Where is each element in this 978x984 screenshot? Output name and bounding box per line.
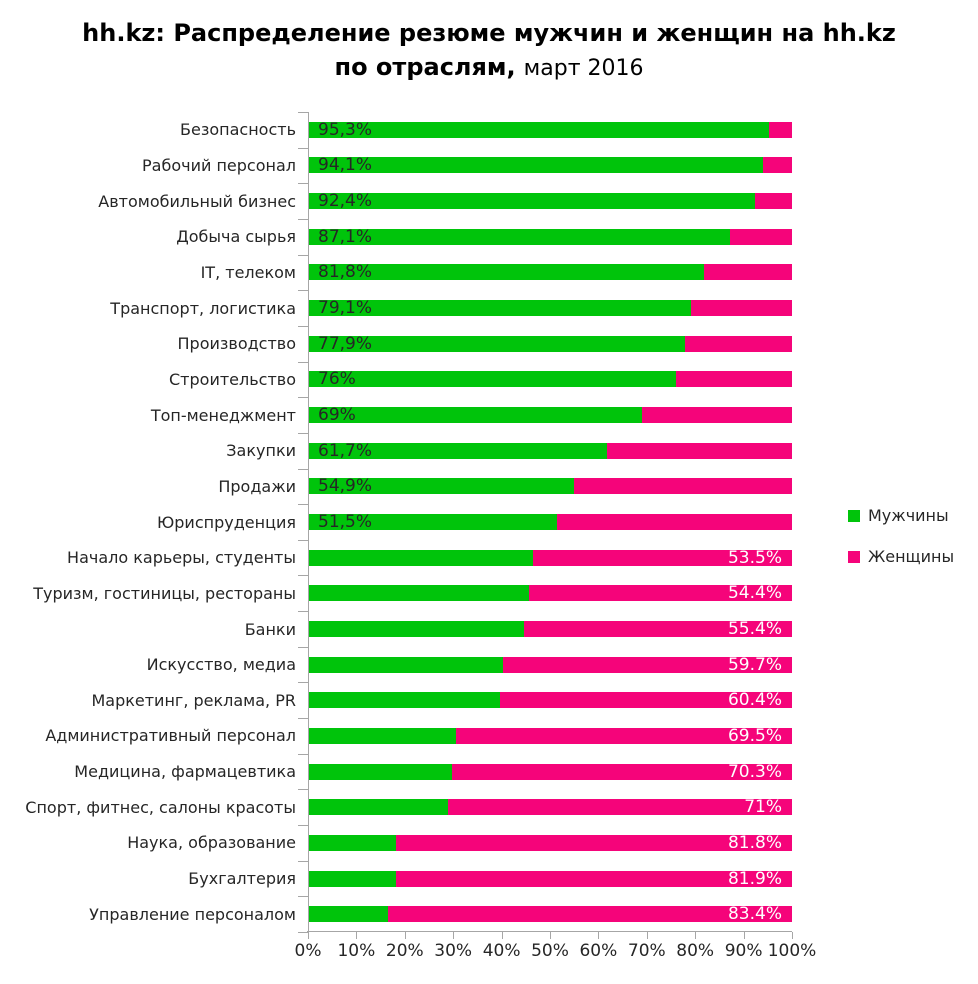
bar-row xyxy=(308,647,792,683)
bar-value-label: 77,9% xyxy=(318,333,373,354)
bar-value-label: 81.8% xyxy=(727,832,782,853)
category-axis-tick xyxy=(298,540,308,541)
bar-row xyxy=(308,326,792,362)
category-label: Топ-менеджмент xyxy=(150,405,296,425)
bar-value-label: 55.4% xyxy=(727,619,782,640)
x-tick-label: 40% xyxy=(482,941,521,961)
category-axis-tick xyxy=(298,504,308,505)
bar-row xyxy=(308,683,792,719)
category-axis-tick xyxy=(298,326,308,327)
x-axis-tick xyxy=(598,932,599,939)
bar-row xyxy=(308,148,792,184)
chart-title-line2 xyxy=(0,50,978,86)
bar-row xyxy=(308,219,792,255)
category-axis-tick xyxy=(298,718,308,719)
category-axis-tick xyxy=(298,932,308,933)
x-axis-tick xyxy=(356,932,357,939)
men-bar-segment xyxy=(308,657,503,673)
women-bar-segment xyxy=(676,371,792,387)
stacked-bar xyxy=(308,761,792,782)
men-bar-segment xyxy=(308,692,500,708)
category-axis-tick xyxy=(298,397,308,398)
stacked-bar xyxy=(308,155,792,176)
x-tick-label: 80% xyxy=(676,941,715,961)
category-label: Производство xyxy=(177,334,296,354)
category-axis-tick xyxy=(298,112,308,113)
stacked-bar xyxy=(308,476,792,497)
stacked-bar xyxy=(308,119,792,140)
bar-row xyxy=(308,754,792,790)
category-axis-tick xyxy=(298,896,308,897)
category-labels-column xyxy=(0,112,296,932)
x-tick-label: 30% xyxy=(434,941,473,961)
bar-row xyxy=(308,896,792,932)
x-tick-label: 60% xyxy=(579,941,618,961)
bar-value-label: 53.5% xyxy=(727,547,782,568)
women-bar-segment xyxy=(730,229,792,245)
category-label: Продажи xyxy=(218,476,296,496)
x-tick-label: 100% xyxy=(767,941,817,961)
category-axis-tick xyxy=(298,255,308,256)
stacked-bar xyxy=(308,619,792,640)
bar-row xyxy=(308,576,792,612)
category-axis-tick xyxy=(298,682,308,683)
stacked-bar xyxy=(308,226,792,247)
bar-row xyxy=(308,433,792,469)
bar-value-label: 81,8% xyxy=(318,262,373,283)
bar-row xyxy=(308,504,792,540)
category-label: Маркетинг, реклама, PR xyxy=(91,690,296,710)
bar-value-label: 92,4% xyxy=(318,191,373,212)
category-label: Закупки xyxy=(226,441,296,461)
bar-row xyxy=(308,718,792,754)
stacked-bar xyxy=(308,797,792,818)
bar-row xyxy=(308,397,792,433)
x-tick-label: 50% xyxy=(531,941,569,961)
bar-row xyxy=(308,290,792,326)
women-bar-segment xyxy=(755,193,792,209)
bar-value-label: 69.5% xyxy=(727,725,782,746)
stacked-bar xyxy=(308,440,792,461)
category-label: Добыча сырья xyxy=(176,227,296,247)
bar-row xyxy=(308,362,792,398)
category-label: Искусство, медиа xyxy=(146,655,296,675)
men-bar-segment xyxy=(308,728,456,744)
category-label: Автомобильный бизнес xyxy=(98,191,296,211)
bar-row xyxy=(308,861,792,897)
category-label: IT, телеком xyxy=(200,262,296,282)
stacked-bar xyxy=(308,262,792,283)
men-bar-segment xyxy=(308,405,642,426)
women-legend-swatch-icon xyxy=(848,551,860,563)
bar-value-label: 95,3% xyxy=(318,119,373,140)
men-bar-segment xyxy=(308,550,533,566)
bar-value-label: 70.3% xyxy=(727,761,782,782)
women-bar-segment xyxy=(574,478,792,494)
category-label: Строительство xyxy=(169,369,296,389)
women-bar-segment xyxy=(685,336,792,352)
bar-value-label: 60.4% xyxy=(727,690,782,711)
category-axis-tick xyxy=(298,789,308,790)
category-axis-tick xyxy=(298,469,308,470)
bar-row xyxy=(308,611,792,647)
category-axis-tick xyxy=(298,825,308,826)
bar-value-label: 81.9% xyxy=(727,868,782,889)
women-bar-segment xyxy=(704,264,792,280)
x-axis-labels xyxy=(294,941,817,967)
legend-label-men: Мужчины xyxy=(868,506,949,525)
men-bar-segment xyxy=(308,369,676,390)
stacked-bar xyxy=(308,868,792,889)
category-label: Наука, образование xyxy=(127,833,296,853)
men-bar-segment xyxy=(308,585,529,601)
bar-row xyxy=(308,183,792,219)
chart-title-line2-date: март 2016 xyxy=(523,56,644,81)
x-tick-label: 10% xyxy=(337,941,376,961)
x-tick-label: 90% xyxy=(724,941,763,961)
bar-value-label: 94,1% xyxy=(318,155,373,176)
category-axis-tick xyxy=(298,148,308,149)
category-axis-tick xyxy=(298,183,308,184)
stacked-bar xyxy=(308,583,792,604)
bar-row xyxy=(308,255,792,291)
category-axis-tick xyxy=(298,575,308,576)
legend xyxy=(848,506,954,566)
men-bar-segment xyxy=(308,799,448,815)
stacked-bar xyxy=(308,512,792,533)
stacked-bar xyxy=(308,690,792,711)
x-axis-tick xyxy=(502,932,503,939)
category-axis-tick xyxy=(298,433,308,434)
category-label: Управление персоналом xyxy=(89,904,296,924)
category-label: Юриспруденция xyxy=(157,512,296,532)
category-axis-tick xyxy=(298,861,308,862)
men-bar-segment xyxy=(308,191,755,212)
men-bar-segment xyxy=(308,621,524,637)
women-bar-segment xyxy=(642,407,792,423)
bar-row xyxy=(308,112,792,148)
stacked-bar xyxy=(308,369,792,390)
women-bar-segment xyxy=(448,797,792,818)
bar-value-label: 69% xyxy=(318,405,356,426)
bar-value-label: 51,5% xyxy=(318,512,373,533)
y-axis-line xyxy=(308,112,309,932)
stacked-bar xyxy=(308,725,792,746)
stacked-bar xyxy=(308,191,792,212)
stacked-bar xyxy=(308,405,792,426)
men-bar-segment xyxy=(308,764,452,780)
x-tick-label: 20% xyxy=(385,941,424,961)
category-label: Банки xyxy=(244,619,296,639)
men-bar-segment xyxy=(308,871,396,887)
bar-value-label: 71% xyxy=(744,797,782,818)
x-tick-label: 70% xyxy=(627,941,666,961)
category-label: Транспорт, логистика xyxy=(110,298,296,318)
x-axis-tick xyxy=(453,932,454,939)
x-axis-tick xyxy=(792,932,793,939)
category-axis-tick xyxy=(298,290,308,291)
bar-value-label: 61,7% xyxy=(318,440,373,461)
category-label: Медицина, фармацевтика xyxy=(74,762,296,782)
chart-title-line1: hh.kz: Распределение резюме мужчин и женщин на hh.kz xyxy=(82,19,896,47)
category-axis-tick xyxy=(298,647,308,648)
stacked-bar xyxy=(308,333,792,354)
men-bar-segment xyxy=(308,155,763,176)
stacked-bar xyxy=(308,654,792,675)
category-axis-tick xyxy=(298,754,308,755)
bar-value-label: 54.4% xyxy=(727,583,782,604)
women-bar-segment xyxy=(607,443,792,459)
bar-value-label: 54,9% xyxy=(318,476,373,497)
legend-item-men xyxy=(848,506,954,525)
men-bar-segment xyxy=(308,835,396,851)
x-axis-tick xyxy=(744,932,745,939)
legend-item-women xyxy=(848,547,954,566)
chart-title-line2-bold: по отраслям, xyxy=(334,53,516,81)
bar-row xyxy=(308,469,792,505)
category-axis-tick xyxy=(298,611,308,612)
x-axis-tick xyxy=(405,932,406,939)
category-label: Бухгалтерия xyxy=(188,869,296,889)
category-label: Начало карьеры, студенты xyxy=(67,548,296,568)
bar-row xyxy=(308,825,792,861)
women-bar-segment xyxy=(769,122,792,138)
category-label: Рабочий персонал xyxy=(142,155,296,175)
bar-row xyxy=(308,540,792,576)
bar-value-label: 87,1% xyxy=(318,226,373,247)
bar-row xyxy=(308,789,792,825)
category-label: Спорт, фитнес, салоны красоты xyxy=(25,797,296,817)
women-bar-segment xyxy=(557,514,792,530)
men-legend-swatch-icon xyxy=(848,510,860,522)
category-label: Административный персонал xyxy=(45,726,296,746)
stacked-bar xyxy=(308,547,792,568)
x-axis-tick xyxy=(550,932,551,939)
chart-title xyxy=(0,16,978,86)
legend-label-women: Женщины xyxy=(868,547,955,566)
category-label: Безопасность xyxy=(180,120,296,140)
women-bar-segment xyxy=(763,157,792,173)
bar-value-label: 79,1% xyxy=(318,298,373,319)
bar-value-label: 76% xyxy=(318,369,356,390)
plot-area xyxy=(308,112,792,932)
stacked-bar xyxy=(308,904,792,925)
stacked-bar xyxy=(308,298,792,319)
men-bar-segment xyxy=(308,906,388,922)
x-axis-tick xyxy=(695,932,696,939)
women-bar-segment xyxy=(691,300,792,316)
category-label: Туризм, гостиницы, рестораны xyxy=(33,583,296,603)
x-axis-tick xyxy=(647,932,648,939)
plot-rows xyxy=(308,112,792,932)
x-axis-tick xyxy=(308,932,309,939)
stacked-bar xyxy=(308,832,792,853)
bar-value-label: 83.4% xyxy=(727,904,782,925)
men-bar-segment xyxy=(308,119,769,140)
x-tick-label: 0% xyxy=(294,941,322,961)
bar-value-label: 59.7% xyxy=(727,654,782,675)
category-axis-tick xyxy=(298,362,308,363)
category-axis-tick xyxy=(298,219,308,220)
